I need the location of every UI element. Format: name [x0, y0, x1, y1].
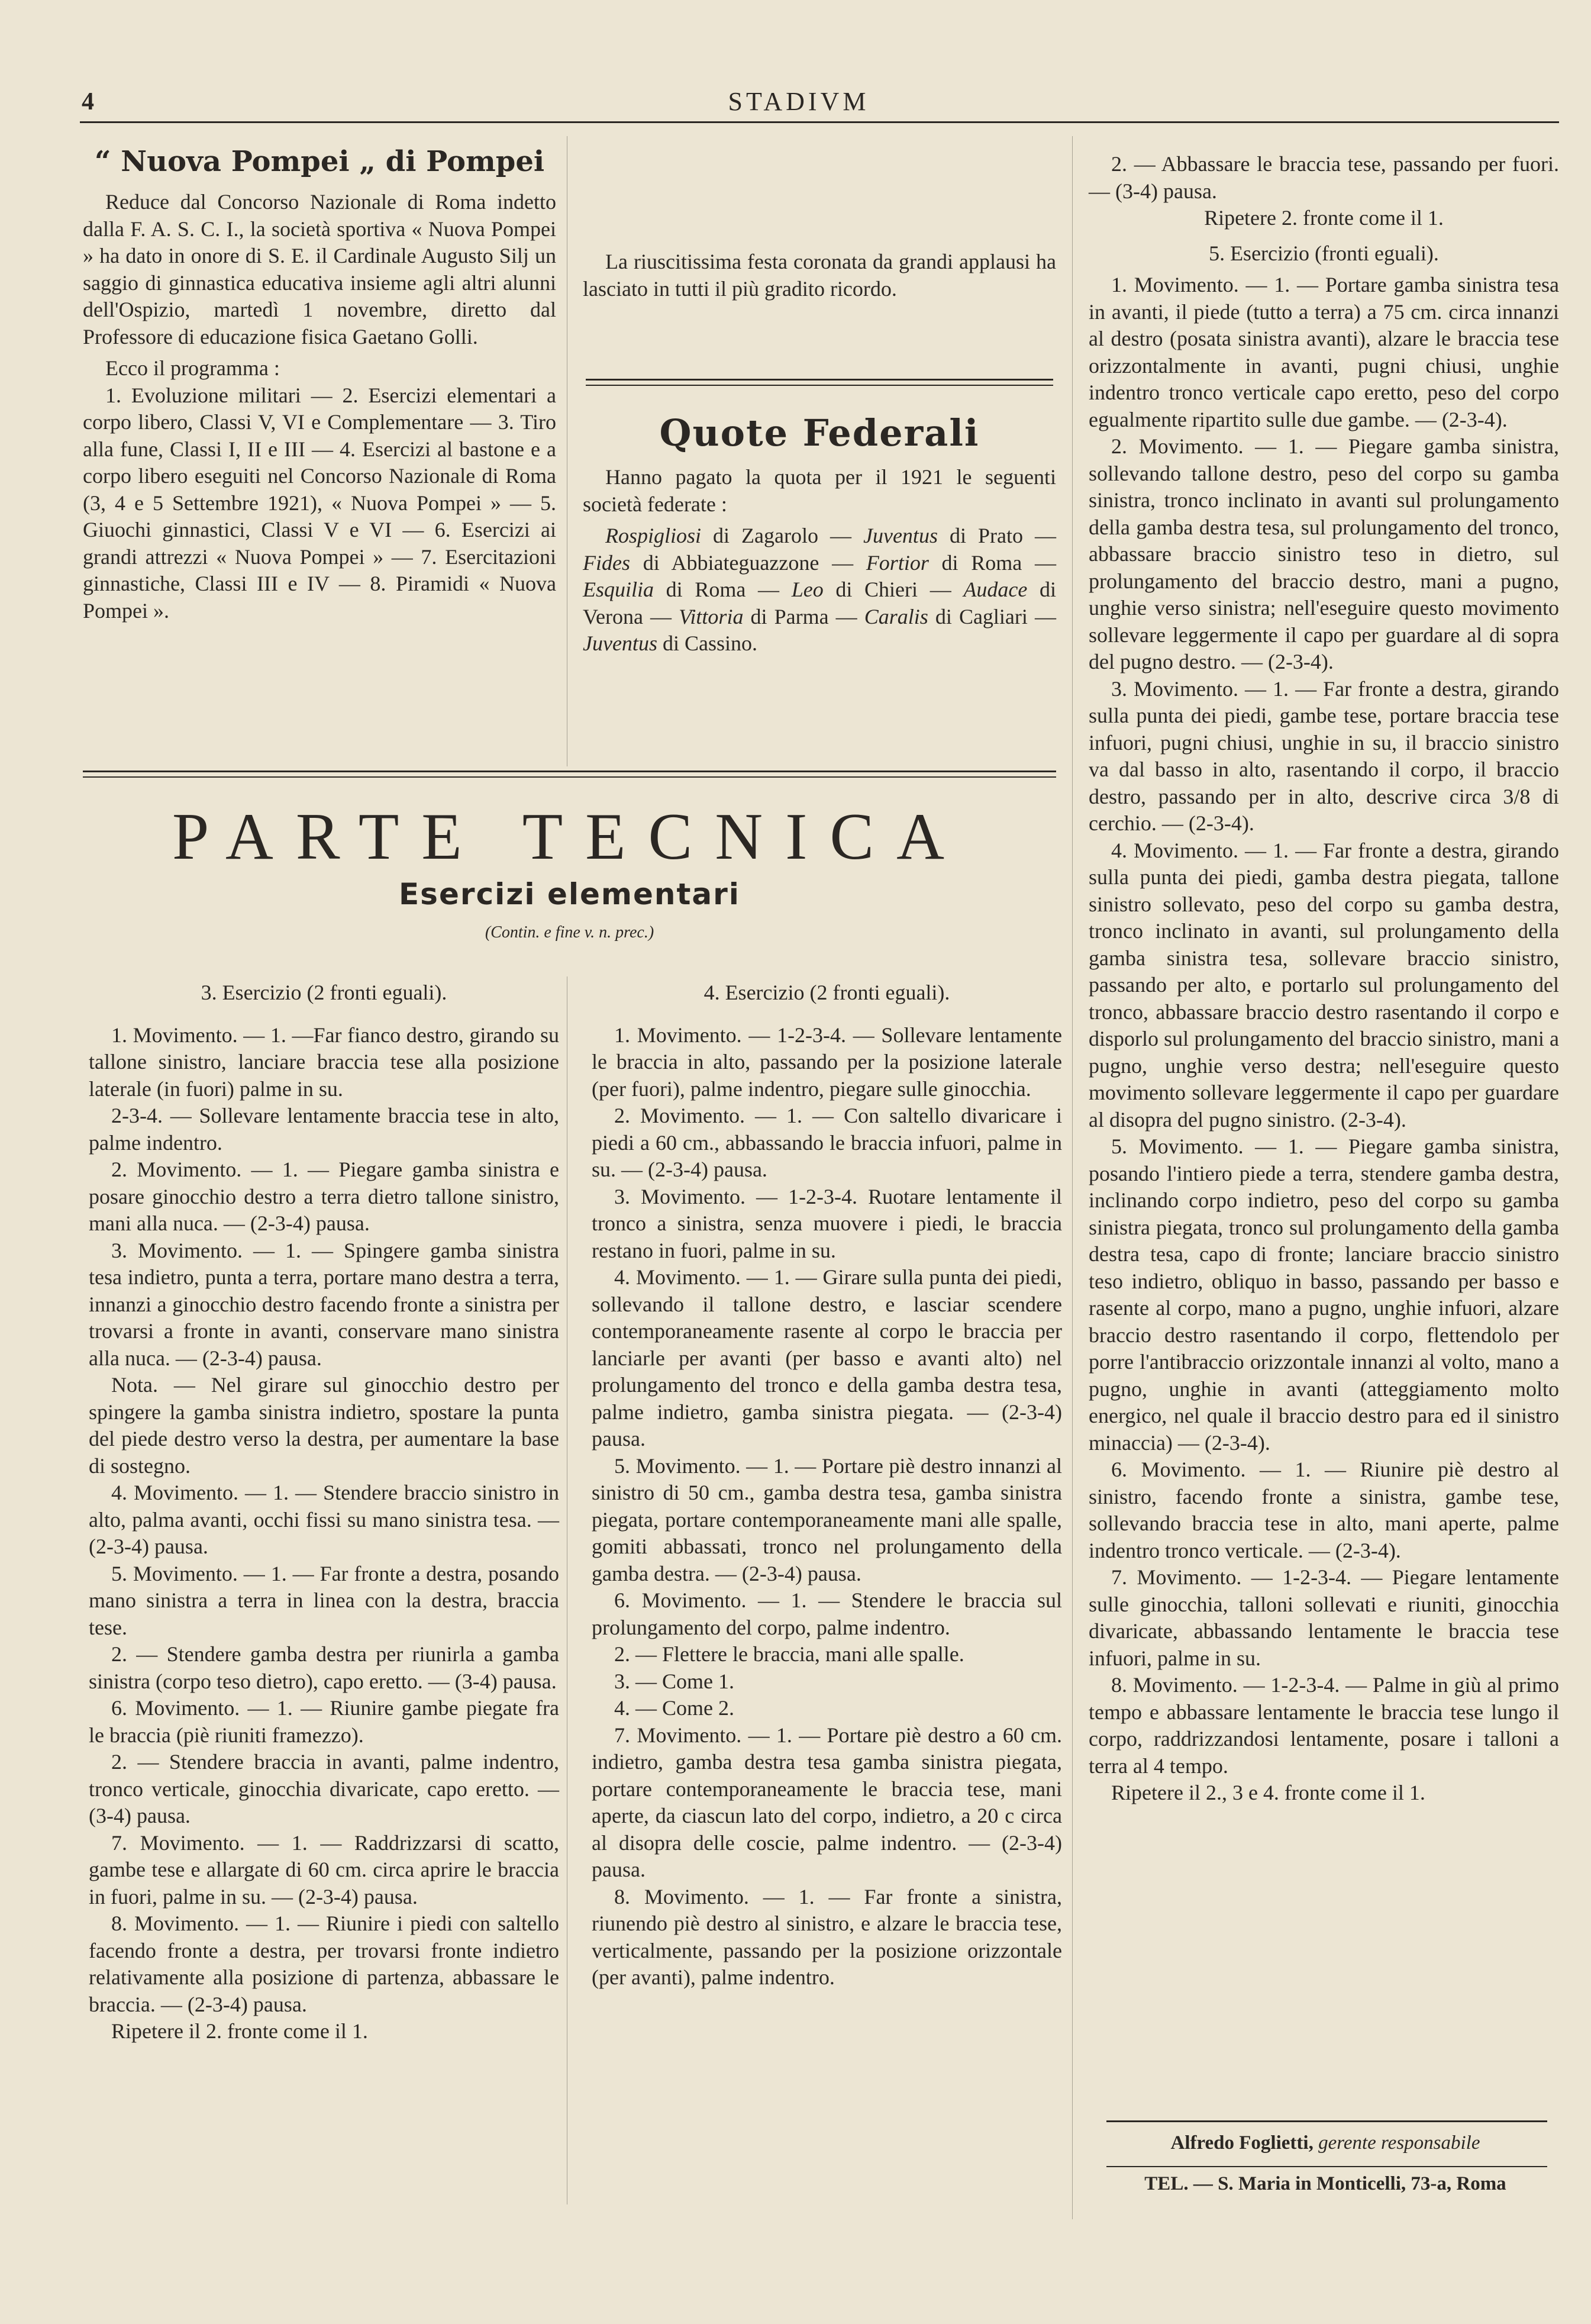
esercizio-4-paragraph: 4. Movimento. — 1. — Girare sulla punta dei piedi, sollevando il tallone destro, e lasciar scendere contemporaneamente rasente al corpo le braccia per lanciarle per avanti (per basso e avanti alto) nel prolungamento del tronco e della gamba destra tesa, palme indietro, gamba sinistra piegata. — (2-3-4) pausa.: [592, 1265, 1062, 1451]
tecnica-subtitle: Esercizi elementari: [399, 877, 740, 911]
society-name: Leo: [791, 578, 824, 601]
esercizio-5-paragraph: Ripetere il 2., 3 e 4. fronte come il 1.: [1111, 1781, 1425, 1804]
esercizio-3-paragraph: 4. Movimento. — 1. — Stendere braccio sinistro in alto, palma avanti, occhi fissi su mano sinistra tesa. — (2-3-4) pausa.: [89, 1481, 559, 1558]
pompei-p1: Reduce dal Concorso Nazionale di Roma indetto dalla F. A. S. C. I., la società sportiva « Nuova Pompei » ha dato in onore di S. E. il Cardinale Augusto Silj un saggio di ginnastica educativa insieme agli altri alunni dell'Ospizio, martedì 1 novembre, diretto dal Professore di educazione fisica Gaetano Golli.: [83, 190, 556, 349]
footer-address: TEL. — S. Maria in Monticelli, 73-a, Roma: [1144, 2173, 1506, 2194]
esercizio-3-paragraph: 5. Movimento. — 1. — Far fronte a destra, posando mano sinistra a terra in linea con la destra, braccia tese.: [89, 1561, 559, 1639]
esercizio-5-paragraph: 1. Movimento. — 1. — Portare gamba sinistra tesa in avanti, il piede (tutto a terra) a 75 cm. circa innanzi al destro (posata sinistra avanti), alzare le braccia tese orizzontalmente in avanti, pugni chiusi, unghie indentro tronco verticale capo eretto, peso del corpo egualmente ripartito sulle due gambe. — (2-3-4).: [1089, 273, 1559, 431]
esercizio-5-paragraph: 8. Movimento. — 1-2-3-4. — Palme in giù al primo tempo e abbassare lentamente le braccia tese lungo il corpo, raddrizzandosi lentamente, posare i talloni a terra al 4 tempo.: [1089, 1673, 1559, 1778]
esercizio-5-top-paragraph: 2. — Abbassare le braccia tese, passando per fuori. — (3-4) pausa.: [1089, 152, 1559, 203]
footer-rule-mid: [1106, 2166, 1547, 2167]
esercizio-3-heading: 3. Esercizio (2 fronti eguali).: [201, 981, 447, 1004]
esercizio-5-top-paragraph: Ripetere 2. fronte come il 1.: [1204, 206, 1444, 230]
society-city: Cassino: [684, 631, 752, 655]
esercizio-3-paragraph: 1. Movimento. — 1. —Far fianco destro, girando su tallone sinistro, lanciare braccia tese alla posizione laterale (in fuori) palme in su.: [89, 1023, 559, 1101]
esercizio-3-paragraph: 3. Movimento. — 1. — Spingere gamba sinistra tesa indietro, punta a terra, portare mano destra a terra, innanzi a ginocchio destro facendo fronte a sinistra per trovarsi a fronte in avanti, conservare mano sinistra alla nuca. — (2-3-4) pausa.: [89, 1238, 559, 1370]
society-city: Roma: [695, 578, 746, 601]
esercizio-4: [592, 979, 1062, 1991]
gerente-role: gerente responsabile: [1318, 2132, 1480, 2154]
society-name: Vittoria: [679, 604, 744, 628]
esercizio-3-paragraph: Ripetere il 2. fronte come il 1.: [111, 2019, 368, 2043]
esercizio-3: [89, 979, 559, 2045]
gerente-line: [1101, 2132, 1550, 2154]
col-separator-2: [1072, 136, 1073, 2219]
masthead: STADIVM: [728, 87, 870, 116]
esercizio-3-paragraph: Nota. — Nel girare sul ginocchio destro per spingere la gamba sinistra indietro, spostare la punta del piede destro verso la destra, per aumentare la base di sostegno.: [89, 1373, 559, 1478]
tecnica-rule-2: [83, 776, 1056, 778]
pompei-p4: La riuscitissima festa coronata da grandi applausi ha lasciato in tutti il più gradito ricordo.: [583, 250, 1056, 301]
esercizio-3-paragraph: 2-3-4. — Sollevare lentamente braccia tese in alto, palme indentro.: [89, 1104, 559, 1155]
society-name: Caralis: [864, 604, 928, 628]
esercizio-5-paragraph: 3. Movimento. — 1. — Far fronte a destra, girando sulla punta dei piedi, gambe tese, portare braccia tese infuori, pugni chiusi, unghie in su, il braccio sinistro va dal basso in alto, rasentando il corpo, il braccio destro, passando per in alto, descrive circa 3/8 di cerchio. — (2-3-4).: [1089, 676, 1559, 835]
esercizio-5-paragraph: 6. Movimento. — 1. — Riunire piè destro al sinistro, facendo fronte a sinistra, gambe tese, sollevando braccia tese in alto, mani aperte, palme indentro tronco verticale. — (2-3-4).: [1089, 1458, 1559, 1562]
society-name: Juventus: [583, 631, 657, 655]
divider-double-top: [586, 379, 1053, 381]
esercizio-4-paragraph: 2. Movimento. — 1. — Con saltello divaricare i piedi a 60 cm., abbassando le braccia infuori, palme in su. — (2-3-4) pausa.: [592, 1104, 1062, 1181]
esercizio-5-heading: 5. Esercizio (fronti eguali).: [1209, 241, 1439, 265]
pompei-article: [83, 145, 556, 624]
esercizio-3-paragraph: 8. Movimento. — 1. — Riunire i piedi con saltello facendo fronte a destra, per trovarsi fronte indietro relativamente alla posizione di partenza, abbassare le braccia. — (2-3-4) pausa.: [89, 1912, 559, 2016]
esercizio-5-paragraph: 5. Movimento. — 1. — Piegare gamba sinistra, posando l'intiero piede a terra, stendere gamba destra, inclinando corpo indietro, peso del corpo su gamba sinistra piegata, tronco sul prolungamento della gamba destra tesa, capo di fronte; lanciare braccio sinistro teso indietro, obliquo in basso, passando per basso e rasente al corpo, mano a pugno, unghie infuori, alzare braccio destro rasentando il corpo, flettendolo per porre l'antibraccio orizzontale innanzi al volto, mano a pugno, unghie in avanti (atteggiamento molto energico, nel quale il braccio destro para ed il sinistro minaccia) — (2-3-4).: [1089, 1134, 1559, 1455]
society-city: Prato: [977, 524, 1023, 547]
page-number: 4: [82, 88, 94, 115]
esercizio-4-paragraph: 7. Movimento. — 1. — Portare piè destro a 60 cm. indietro, gamba destra tesa gamba sinistra piegata, portare contemporaneamente le braccia tese, mani aperte, da ciascun lato del corpo, indietro, a 20 c circa al disopra delle coscie, palme indentro. — (2-3-4) pausa.: [592, 1723, 1062, 1881]
society-name: Fides: [583, 550, 630, 575]
society-name: Fortior: [866, 550, 929, 575]
esercizio-3-paragraph: 6. Movimento. — 1. — Riunire gambe piegate fra le braccia (piè riuniti framezzo).: [89, 1696, 559, 1747]
esercizio-4-paragraph: 5. Movimento. — 1. — Portare piè destro innanzi al sinistro di 50 cm., gamba destra tesa, gamba sinistra piegata, portare contemporaneamente mani alle spalle, gomiti abbassati, tronco nel prolungamento della gamba destra. — (2-3-4) pausa.: [592, 1453, 1062, 1585]
pompei-title: “ Nuova Pompei „ di Pompei: [94, 145, 545, 178]
esercizio-4-paragraph: 8. Movimento. — 1. — Far fronte a sinistra, riunendo piè destro al sinistro, e alzare le braccia tese, verticalmente, passando per la posizione orizzontale (per avanti), palme indentro.: [592, 1884, 1062, 1989]
society-city: Parma: [774, 604, 829, 628]
esercizio-5: [1089, 151, 1559, 1807]
esercizio-4-paragraph: 6. Movimento. — 1. — Stendere le braccia sul prolungamento del corpo, palme indentro.: [592, 1588, 1062, 1639]
society-name: Audace: [963, 578, 1028, 601]
header-rule: [80, 121, 1559, 123]
esercizio-4-heading: 4. Esercizio (2 fronti eguali).: [703, 981, 950, 1004]
tecnica-title: PARTE TECNICA: [172, 800, 967, 873]
society-name: Rospigliosi: [605, 524, 702, 547]
esercizio-4-paragraph: 3. — Come 1.: [614, 1669, 734, 1693]
esercizio-5-top: [1089, 151, 1559, 232]
quote-intro: Hanno pagato la quota per il 1921 le seguenti società federate :: [583, 465, 1056, 516]
pompei-closing: [583, 249, 1056, 302]
pompei-p3: 1. Evoluzione militari — 2. Esercizi elementari a corpo libero, Classi V, VI e Complementare — 3. Tiro alla fune, Classi I, II e III — 4. Esercizi al bastone e a corpo libero eseguiti nel Concorso Nazionale di Roma (3, 4 e 5 Settembre 1921), « Nuova Pompei » — 5. Giuochi ginnastici, Classi V e VI — 6. Esercizi ai grandi attrezzi « Nuova Pompei » — 7. Esercitazioni ginnastiche, Classi III e IV — 8. Piramidi « Nuova Pompei ».: [83, 383, 556, 623]
tecnica-note: (Contin. e fine v. n. prec.): [485, 923, 654, 942]
esercizio-3-paragraph: 2. — Stendere gamba destra per riunirla a gamba sinistra (corpo teso dietro), capo eretto. — (3-4) pausa.: [89, 1642, 559, 1693]
esercizio-5-paragraph: 2. Movimento. — 1. — Piegare gamba sinistra, sollevando tallone destro, peso del corpo su gamba sinistra, tronco inclinato in avanti sul prolungamento della gamba destra tesa, sul prolungamento del tronco, abbassare braccio sinistro teso in dietro, sul prolungamento del braccio destro, mani a pugno, unghie verso sinistra; nell'eseguire questo movimento sollevare leggermente il capo per guardare al di sopra del pugno destro. — (2-3-4).: [1089, 434, 1559, 673]
divider-double-bottom: [586, 385, 1053, 386]
society-city: Abbiateguazzone: [671, 550, 819, 575]
society-city: Verona: [583, 604, 643, 628]
esercizio-4-paragraph: 1. Movimento. — 1-2-3-4. — Sollevare lentamente le braccia in alto, passando per la posizione laterale (per fuori), palme indentro, piegare sulle ginocchia.: [592, 1023, 1062, 1101]
quote-federali: [583, 411, 1056, 657]
esercizio-4-paragraph: 2. — Flettere le braccia, mani alle spalle.: [614, 1642, 964, 1666]
gerente-name: Alfredo Foglietti,: [1170, 2132, 1314, 2154]
esercizio-4-paragraph: 4. — Come 2.: [614, 1696, 734, 1720]
society-name: Juventus: [863, 524, 938, 547]
esercizio-4-paragraph: 3. Movimento. — 1-2-3-4. Ruotare lentamente il tronco a sinistra, senza muovere i piedi, le braccia restano in fuori, palme in su.: [592, 1184, 1062, 1262]
society-name: Esquilia: [583, 578, 654, 601]
esercizio-3-paragraph: 7. Movimento. — 1. — Raddrizzarsi di scatto, gambe tese e allargate di 60 cm. circa aprire le braccia in fuori, palme in su. — (2-3-4) pausa.: [89, 1830, 559, 1909]
esercizio-3-paragraph: 2. — Stendere braccia in avanti, palme indentro, tronco verticale, ginocchia divaricate, capo eretto. — (3-4) pausa.: [89, 1750, 559, 1827]
quote-list: Rospigliosi di Zagarolo — Juventus di Prato — Fides di Abbiateguazzone — Fortior di Roma — Esquilia di Roma — Leo di Chieri — Audace di Verona — Vittoria di Parma — Caralis di Cagliari — Juventus di Cassino.: [583, 524, 1057, 655]
society-city: Roma: [971, 550, 1022, 575]
tecnica-rule: [83, 771, 1056, 772]
esercizio-3-paragraph: 2. Movimento. — 1. — Piegare gamba sinistra e posare ginocchio destro a terra dietro tallone sinistro, mani alla nuca. — (2-3-4) pausa.: [89, 1158, 559, 1235]
society-city: Zagarolo: [741, 524, 818, 547]
esercizio-5-paragraph: 4. Movimento. — 1. — Far fronte a destra, girando sulla punta dei piedi, gamba destra piegata, tallone sinistro sollevato, peso del corpo su gamba destra, tronco inclinato in avanti, sul prolungamento della gamba sinistra tesa, sollevare braccio sinistro, passando per alto, e portarlo sul prolungamento del tronco, abbassare braccio destro rasentando il corpo e disporlo sul prolungamento del braccio sinistro, mani a pugno, unghie verso destra; nell'eseguire questo movimento sollevare leggermente il capo per guardare al disopra del pugno sinistro. (2-3-4).: [1089, 838, 1559, 1132]
footer-rule-top: [1106, 2120, 1547, 2122]
society-city: Chieri: [864, 578, 918, 601]
pompei-p2: Ecco il programma :: [105, 356, 280, 380]
esercizio-5-paragraph: 7. Movimento. — 1-2-3-4. — Piegare lentamente sulle ginocchia, talloni sollevati e riuniti, ginocchia divaricate, abbassando lentamente le braccia tese infuori, palme in su.: [1089, 1565, 1559, 1670]
quote-title: Quote Federali: [659, 411, 980, 455]
society-city: Cagliari: [959, 604, 1028, 628]
